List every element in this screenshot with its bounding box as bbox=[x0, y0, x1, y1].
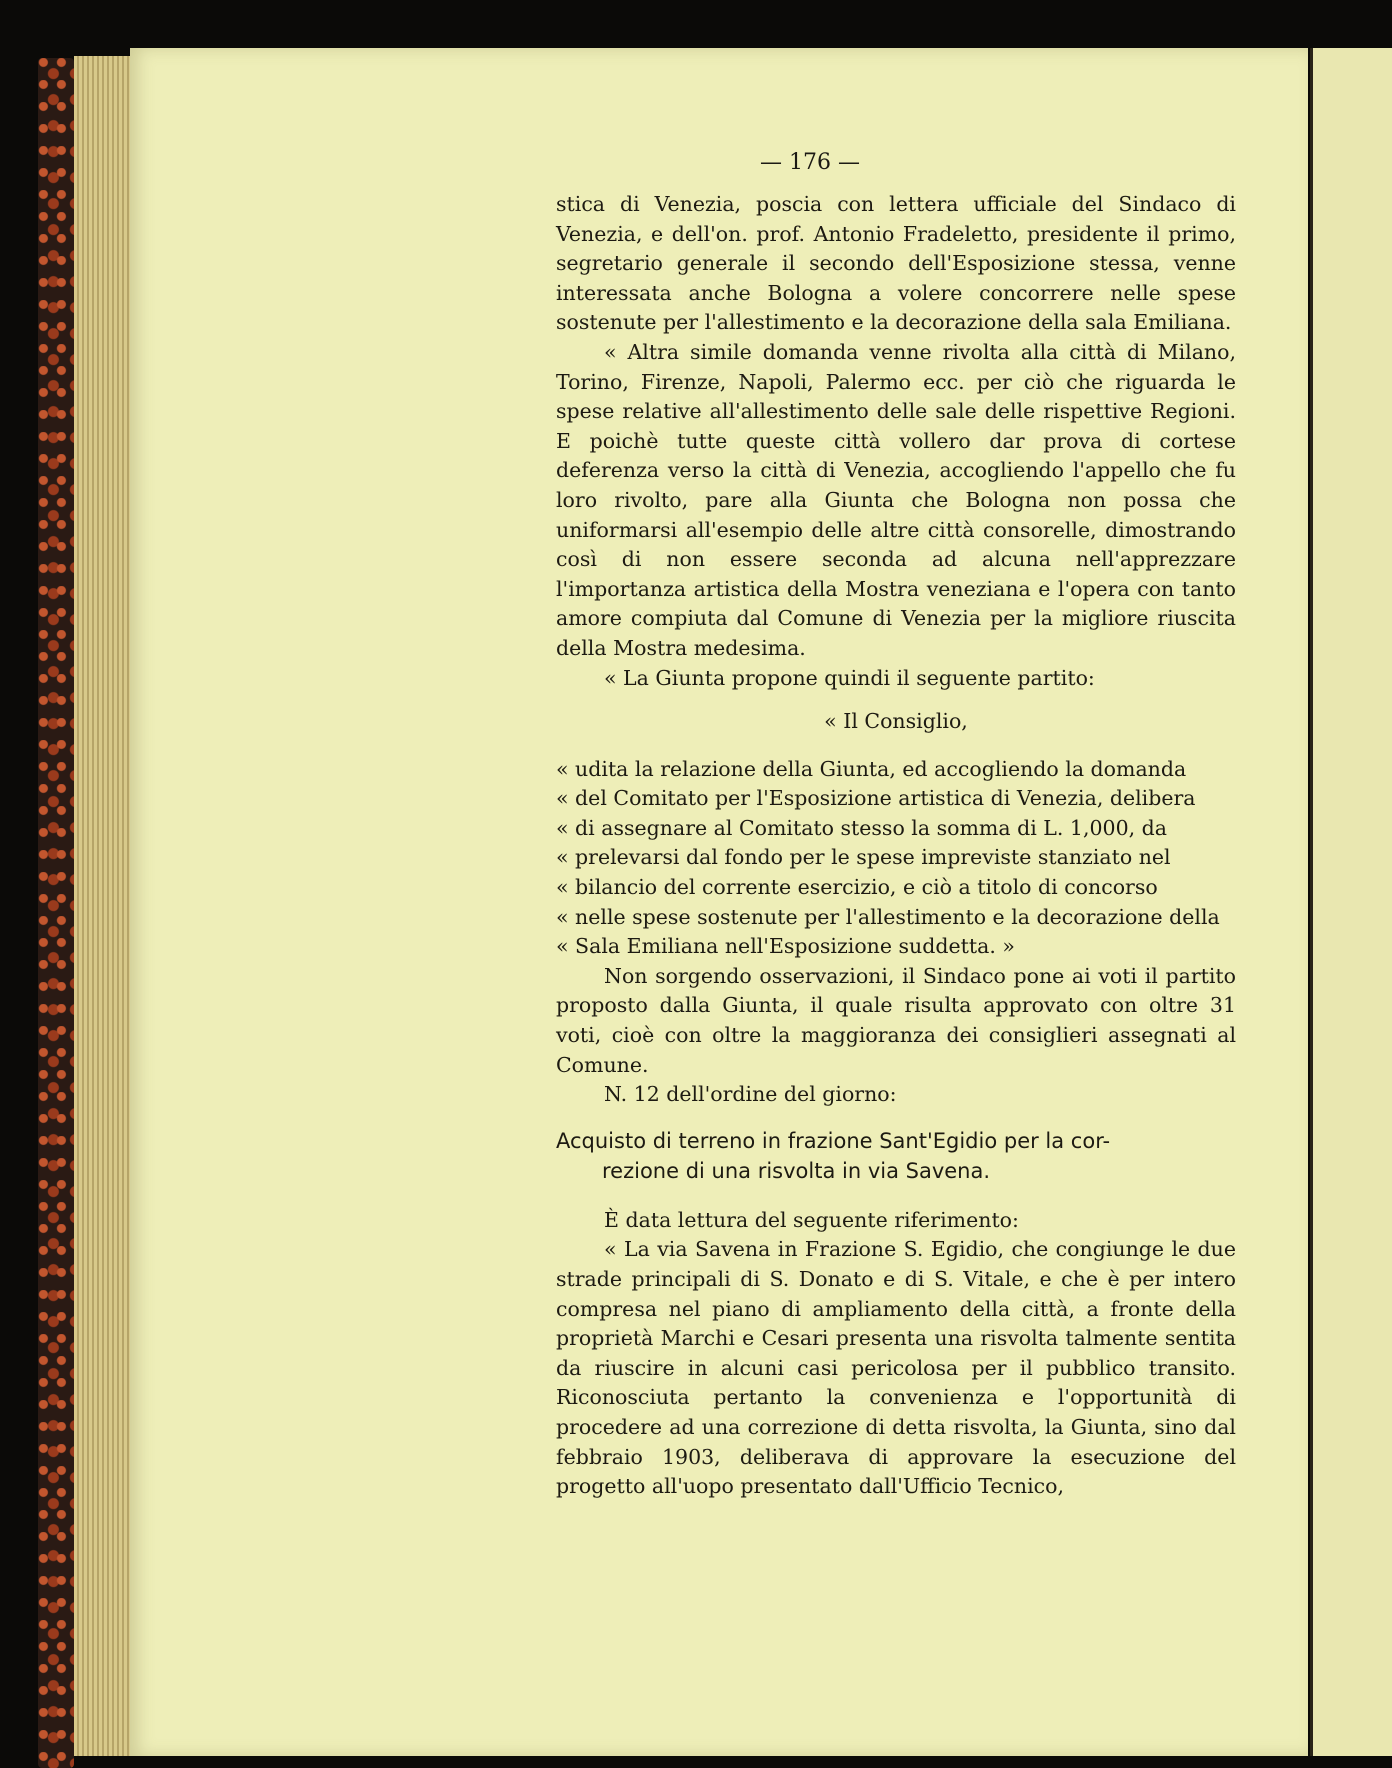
page-body bbox=[556, 190, 1236, 1502]
adjacent-page-edge bbox=[1310, 48, 1392, 1756]
section-heading-line: Acquisto di terreno in frazione Sant'Egidio per la cor- bbox=[556, 1128, 1111, 1153]
book-binding bbox=[38, 58, 74, 1768]
paragraph: stica di Venezia, poscia con lettera ufficiale del Sindaco di Venezia, e dell'on. prof. Antonio Fradeletto, presidente il primo, segretario generale il secondo dell'Esposizione stessa, venne interessata anche Bologna a volere concorrere nelle spese sostenute per l'allestimento e la decorazione della sala Emiliana. bbox=[556, 192, 1236, 335]
consiglio-heading: « Il Consiglio, bbox=[824, 709, 968, 734]
quote-line: « nelle spese sostenute per l'allestimento e la decorazione della bbox=[556, 904, 1220, 929]
paragraph: « La Giunta propone quindi il seguente partito: bbox=[604, 665, 1095, 690]
page-edges bbox=[74, 56, 136, 1756]
quote-line: « udita la relazione della Giunta, ed accogliendo la domanda bbox=[556, 756, 1187, 781]
quote-line: « Sala Emiliana nell'Esposizione suddetta. » bbox=[556, 934, 1015, 959]
quote-line: « prelevarsi dal fondo per le spese impreviste stanziato nel bbox=[556, 845, 1171, 870]
paragraph: « La via Savena in Frazione S. Egidio, che congiunge le due strade principali di S. Donato e di S. Vitale, e che è per intero compresa nel piano di ampliamento della città, a fronte della proprietà Marchi e Cesari presenta una risvolta talmente sentita da riuscire in alcuni casi pericolosa per il pubblico transito. Riconosciuta pertanto la convenienza e l'opportunità di procedere ad una correzione di detta risvolta, la Giunta, sino dal febbraio 1903, deliberava di approvare la esecuzione del progetto all'uopo presentato dall'Ufficio Tecnico, bbox=[556, 1237, 1236, 1499]
section-heading-line: rezione di una risvolta in via Savena. bbox=[602, 1158, 991, 1183]
page-number: — 176 — bbox=[760, 150, 860, 175]
paragraph: È data lettura del seguente riferimento: bbox=[604, 1207, 1019, 1232]
paragraph: « Altra simile domanda venne rivolta alla città di Milano, Torino, Firenze, Napoli, Palermo ecc. per ciò che riguarda le spese relative all'allestimento delle sale delle rispettive Regioni. E poichè tutte queste città vollero dar prova di cortese deferenza verso la città di Venezia, accogliendo l'appello che fu loro rivolto, pare alla Giunta che Bologna non possa che uniformarsi all'esempio delle altre città consorelle, dimostrando così di non essere seconda ad alcuna nell'apprezzare l'importanza artistica della Mostra veneziana e l'opera con tanto amore compiuta dal Comune di Venezia per la migliore riuscita della Mostra medesima. bbox=[556, 339, 1236, 660]
section-heading bbox=[556, 1126, 1236, 1186]
quote-line: « del Comitato per l'Esposizione artistica di Venezia, delibera bbox=[556, 786, 1196, 811]
paragraph: N. 12 dell'ordine del giorno: bbox=[604, 1082, 897, 1107]
quote-line: « di assegnare al Comitato stesso la somma di L. 1,000, da bbox=[556, 815, 1167, 840]
paragraph: Non sorgendo osservazioni, il Sindaco pone ai voti il partito proposto dalla Giunta, il quale risulta approvato con oltre 31 voti, cioè con oltre la maggioranza dei consiglieri assegnati al Comune. bbox=[556, 963, 1236, 1077]
quote-line: « bilancio del corrente esercizio, e ciò a titolo di concorso bbox=[556, 875, 1158, 900]
